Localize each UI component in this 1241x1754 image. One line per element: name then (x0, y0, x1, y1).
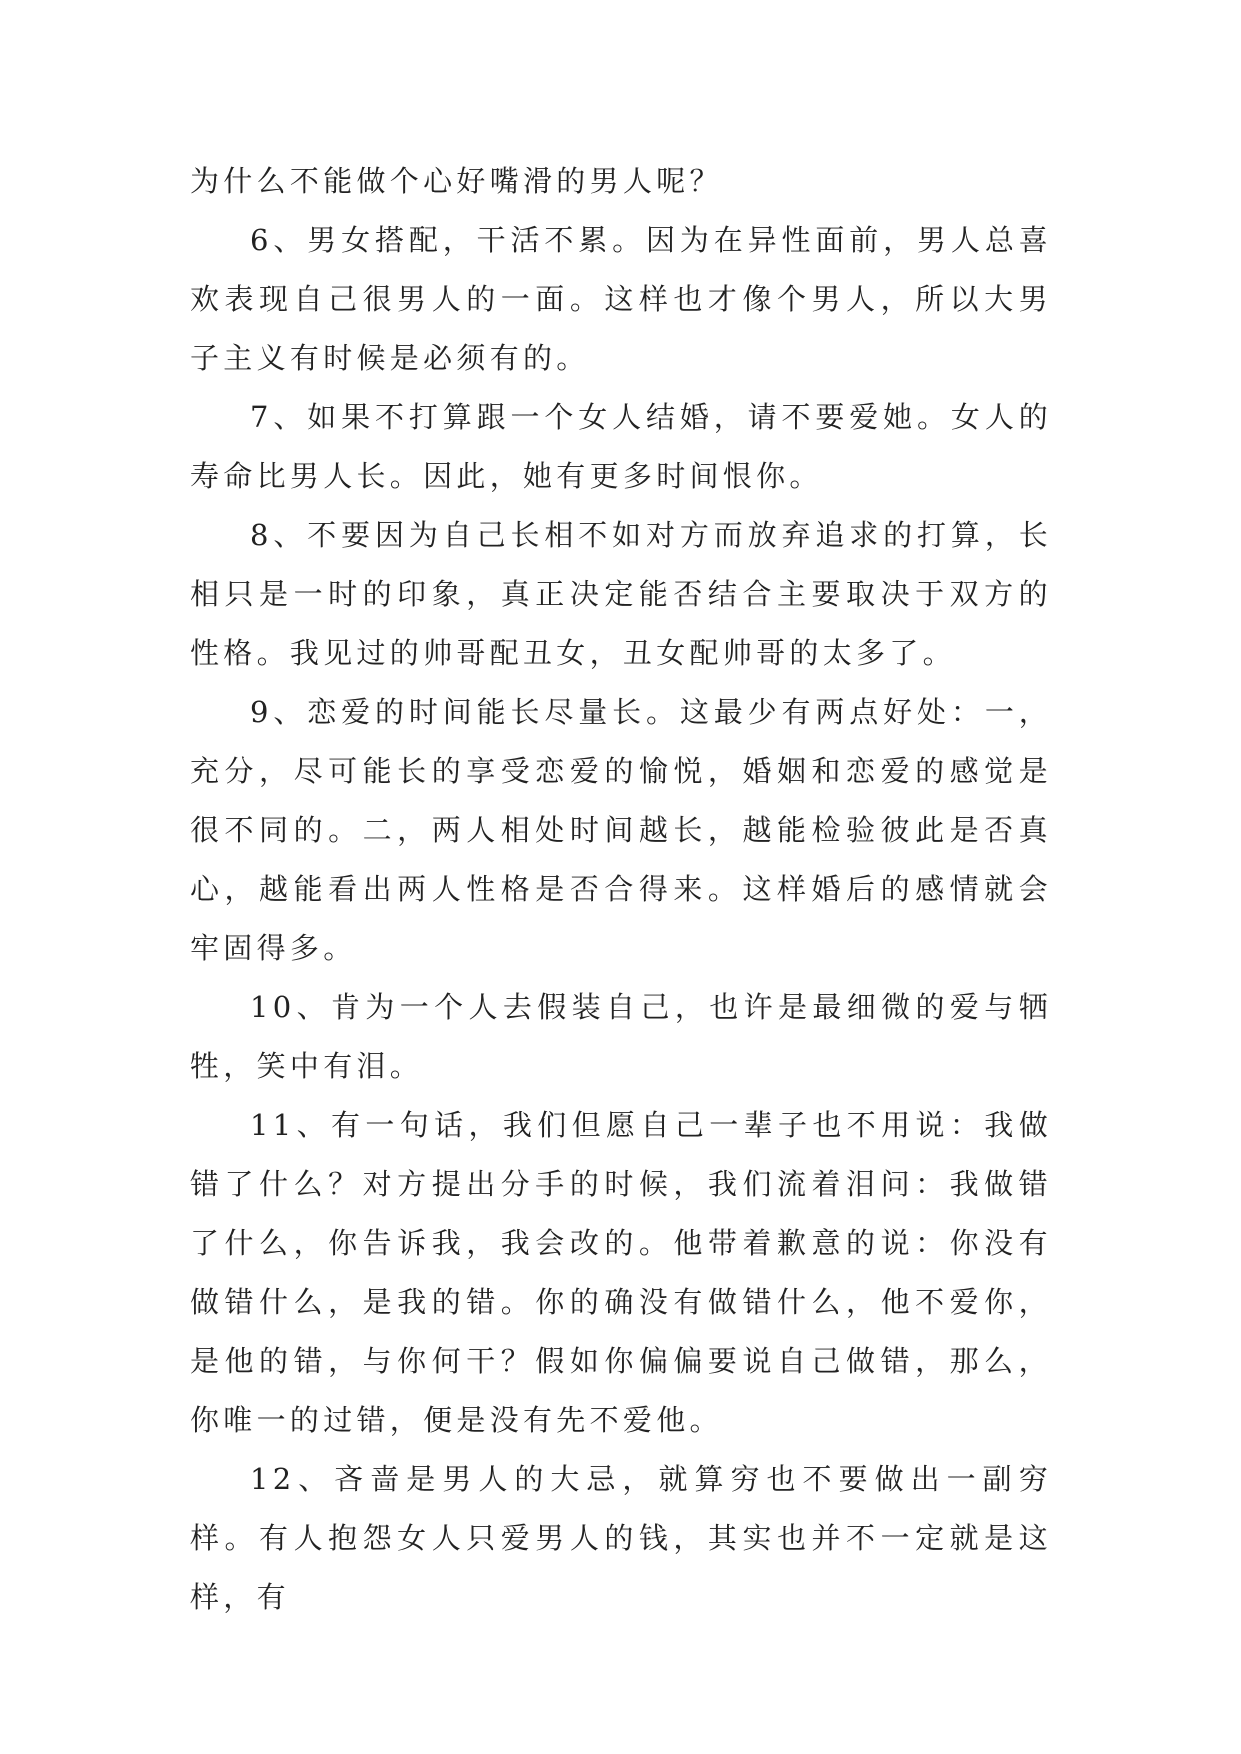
paragraph-item-12: 12、吝啬是男人的大忌，就算穷也不要做出一副穷样。有人抱怨女人只爱男人的钱，其实也并不一定就是这样，有 (190, 1462, 1052, 1614)
paragraph-item-8: 8、不要因为自己长相不如对方而放弃追求的打算，长相只是一时的印象，真正决定能否结合主要取决于双方的性格。我见过的帅哥配丑女，丑女配帅哥的太多了。 (190, 518, 1052, 670)
paragraph-item-9: 9、恋爱的时间能长尽量长。这最少有两点好处：一，充分，尽可能长的享受恋爱的愉悦，婚姻和恋爱的感觉是很不同的。二，两人相处时间越长，越能检验彼此是否真心，越能看出两人性格是否合得来。这样婚后的感情就会牢固得多。 (190, 695, 1052, 965)
paragraph-item-6: 6、男女搭配，干活不累。因为在异性面前，男人总喜欢表现自己很男人的一面。这样也才像个男人，所以大男子主义有时候是必须有的。 (190, 223, 1052, 375)
document-body (190, 152, 1052, 1627)
paragraph-continuation: 为什么不能做个心好嘴滑的男人呢？ (190, 164, 723, 198)
paragraph-item-11: 11、有一句话，我们但愿自己一辈子也不用说：我做错了什么？对方提出分手的时候，我们流着泪问：我做错了什么，你告诉我，我会改的。他带着歉意的说：你没有做错什么，是我的错。你的确没有做错什么，他不爱你，是他的错，与你何干？假如你偏偏要说自己做错，那么，你唯一的过错，便是没有先不爱他。 (190, 1108, 1052, 1437)
paragraph-item-7: 7、如果不打算跟一个女人结婚，请不要爱她。女人的寿命比男人长。因此，她有更多时间恨你。 (190, 400, 1052, 493)
paragraph-item-10: 10、肯为一个人去假装自己，也许是最细微的爱与牺牲，笑中有泪。 (190, 990, 1052, 1083)
